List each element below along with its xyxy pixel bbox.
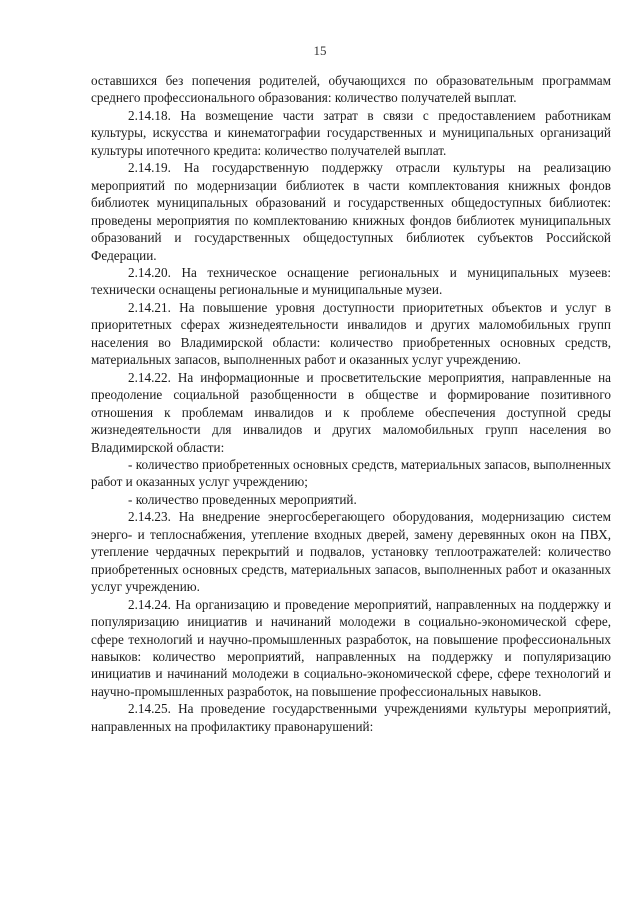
list-item-events: - количество проведенных мероприятий.	[128, 491, 357, 507]
paragraph-2-14-23: 2.14.23. На внедрение энергосберегающего оборудования, модернизацию систем энерго- и теплоснабжения, утепление входных дверей, замену деревянных окон на ПВХ, утепление чердачных перекрытий и подвалов, установку теплоотражателей: количество приобретенных основных средств, материальных запасов, выполненных работ и оказанных услуг учреждению.	[91, 509, 611, 595]
paragraph-2-14-25: 2.14.25. На проведение государственными учреждениями культуры мероприятий, направленных на профилактику правонарушений:	[91, 701, 611, 734]
paragraph-2-14-19: 2.14.19. На государственную поддержку отрасли культуры на реализацию мероприятий по модернизации библиотек в части комплектования книжных фондов библиотек муниципальных образований и государственных общедоступных библиотек: проведены мероприятия по комплектованию книжных фондов библиотек муниципальных образований и государственных общедоступных библиотек субъектов Российской Федерации.	[91, 160, 611, 263]
paragraph-2-14-24: 2.14.24. На организацию и проведение мероприятий, направленных на поддержку и популяризацию инициатив и начинаний молодежи в социально-экономической сфере, сфере технологий и научно-промышленных разработок, на повышение профессиональных навыков: количество мероприятий, направленных на поддержку и популяризацию инициатив и начинаний молодежи в социально-экономической сфере, сфере технологий и научно-промышленных разработок, на повышение профессиональных навыков.	[91, 596, 611, 699]
paragraph-2-14-20: 2.14.20. На техническое оснащение региональных и муниципальных музеев: технически оснащены региональные и муниципальные музеи.	[91, 264, 611, 298]
paragraph-2-14-18: 2.14.18. На возмещение части затрат в связи с предоставлением работникам культуры, искусства и кинематографии государственных и муниципальных организаций культуры ипотечного кредита: количество получателей выплат.	[91, 107, 611, 158]
paragraph-continuation: оставшихся без попечения родителей, обучающихся по образовательным программам среднего профессионального образования: количество получателей выплат.	[91, 73, 611, 106]
paragraph-2-14-22: 2.14.22. На информационные и просветительские мероприятия, направленные на преодоление социальной разобщенности в обществе и формирование позитивного отношения к проблемам инвалидов и к проблеме обеспечения доступной среды жизнедеятельности для инвалидов и других маломобильных групп населения во Владимирской области:	[91, 369, 611, 455]
paragraph-2-14-21: 2.14.21. На повышение уровня доступности приоритетных объектов и услуг в приоритетных сферах жизнедеятельности инвалидов и других маломобильных групп населения во Владимирской области: количество приобретенных основных средств, материальных запасов, выполненных работ и оказанных услуг учреждению.	[91, 299, 611, 368]
page-number: 15	[313, 43, 327, 58]
document-body	[91, 72, 611, 735]
list-item-assets: - количество приобретенных основных средств, материальных запасов, выполненных работ и оказанных услуг учреждению;	[91, 456, 611, 490]
